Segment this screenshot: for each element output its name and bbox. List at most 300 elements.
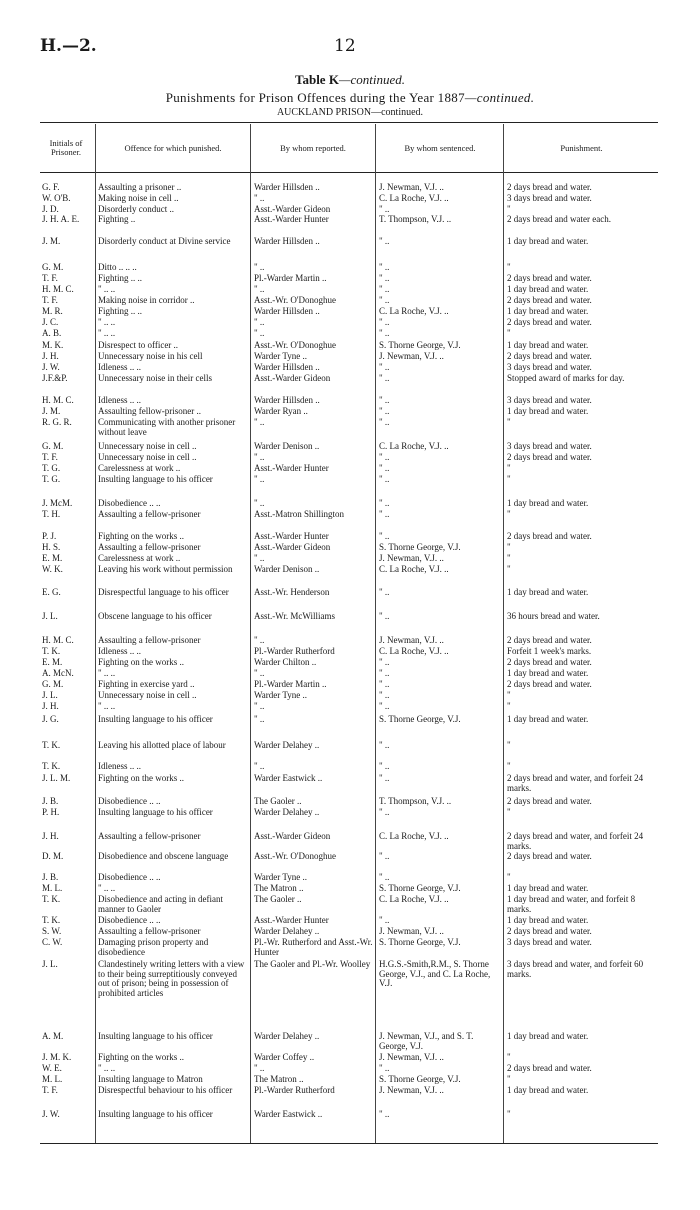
- cell-reported: Warder Delahey ..: [254, 741, 320, 750]
- cell-initials: T. F.: [42, 296, 58, 305]
- cell-reported: " ..: [254, 715, 265, 724]
- cell-punishment: 1 day bread and water.: [507, 669, 589, 678]
- cell-punishment: ": [507, 565, 511, 574]
- cell-offence: Assaulting a prisoner ..: [98, 183, 182, 192]
- cell-initials: H. M. C.: [42, 285, 74, 294]
- cell-offence: Carelessness at work ..: [98, 464, 181, 473]
- cell-sentenced: " ..: [379, 916, 390, 925]
- cell-reported: Warder Coffey ..: [254, 1053, 315, 1062]
- cell-punishment: 2 days bread and water.: [507, 183, 592, 192]
- cell-punishment: ": [507, 263, 511, 272]
- cell-offence: Idleness .. ..: [98, 647, 141, 656]
- cell-initials: P. H.: [42, 808, 60, 817]
- cell-reported: Asst.-Wr. O'Donoghue: [254, 852, 337, 861]
- cell-offence: Disobedience .. ..: [98, 873, 161, 882]
- cell-initials: H. M. C.: [42, 396, 74, 405]
- cell-punishment: 2 days bread and water.: [507, 296, 592, 305]
- cell-punishment: ": [507, 762, 511, 771]
- cell-offence: " .. ..: [98, 329, 116, 338]
- cell-offence: Fighting .. ..: [98, 274, 143, 283]
- cell-reported: Warder Denison ..: [254, 565, 320, 574]
- cell-offence: Assaulting a fellow-prisoner: [98, 543, 201, 552]
- column-header-punishment: Punishment.: [560, 142, 603, 153]
- cell-punishment: 1 day bread and water.: [507, 285, 589, 294]
- cell-sentenced: J. Newman, V.J. ..: [379, 927, 444, 936]
- cell-punishment: 3 days bread and water.: [507, 938, 592, 947]
- cell-initials: M. K.: [42, 341, 64, 350]
- cell-reported: Pl.-Warder Martin ..: [254, 274, 327, 283]
- cell-offence: Disobedience and obscene language: [98, 852, 229, 861]
- column-header-reported: By whom reported.: [280, 142, 346, 153]
- cell-offence: Fighting in exercise yard ..: [98, 680, 195, 689]
- cell-punishment: ": [507, 702, 511, 711]
- cell-sentenced: S. Thorne George, V.J.: [379, 341, 461, 350]
- cell-reported: " ..: [254, 636, 265, 645]
- cell-offence: Leaving his work without permission: [98, 565, 233, 574]
- table-subtitle: Punishments for Prison Offences during the Year 1887—continued.: [165, 90, 535, 105]
- prison-name: AUCKLAND PRISON—continued.: [276, 107, 424, 118]
- cell-reported: Warder Hillsden ..: [254, 307, 320, 316]
- cell-punishment: 1 day bread and water.: [507, 884, 589, 893]
- cell-reported: " ..: [254, 263, 265, 272]
- cell-punishment: ": [507, 418, 511, 427]
- cell-offence: Making noise in corridor ..: [98, 296, 195, 305]
- cell-sentenced: H.G.S.-Smith,R.M., S. Thorne George, V.J., and C. La Roche, V.J.: [379, 960, 491, 989]
- cell-offence: Fighting on the works ..: [98, 774, 185, 783]
- cell-reported: " ..: [254, 418, 265, 427]
- cell-initials: H. M. C.: [42, 636, 74, 645]
- cell-offence: Fighting .. ..: [98, 307, 143, 316]
- cell-punishment: 1 day bread and water.: [507, 237, 589, 246]
- cell-reported: " ..: [254, 453, 265, 462]
- cell-offence: Insulting language to his officer: [98, 808, 213, 817]
- cell-initials: W. O'B.: [42, 194, 71, 203]
- cell-offence: Disorderly conduct ..: [98, 205, 174, 214]
- cell-sentenced: " ..: [379, 499, 390, 508]
- cell-offence: Unnecessary noise in cell ..: [98, 442, 197, 451]
- cell-offence: Assaulting a fellow-prisoner: [98, 510, 201, 519]
- cell-punishment: 3 days bread and water, and forfeit 60 marks.: [507, 960, 644, 979]
- cell-reported: " ..: [254, 475, 265, 484]
- cell-initials: J. G.: [42, 715, 59, 724]
- cell-offence: Communicating with another prisoner without leave: [98, 418, 236, 437]
- cell-sentenced: " ..: [379, 774, 390, 783]
- cell-sentenced: " ..: [379, 588, 390, 597]
- cell-offence: Idleness .. ..: [98, 363, 141, 372]
- cell-offence: Fighting on the works ..: [98, 658, 185, 667]
- cell-punishment: 2 days bread and water.: [507, 658, 592, 667]
- cell-sentenced: " ..: [379, 296, 390, 305]
- cell-initials: T. G.: [42, 464, 61, 473]
- cell-initials: G. M.: [42, 680, 64, 689]
- cell-punishment: ": [507, 873, 511, 882]
- cell-offence: Disrespectful behaviour to his officer: [98, 1086, 233, 1095]
- cell-punishment: 2 days bread and water.: [507, 352, 592, 361]
- cell-initials: D. M.: [42, 852, 64, 861]
- cell-sentenced: " ..: [379, 274, 390, 283]
- cell-punishment: 1 day bread and water.: [507, 588, 589, 597]
- cell-initials: J. L.: [42, 612, 58, 621]
- cell-initials: W. E.: [42, 1064, 62, 1073]
- cell-sentenced: J. Newman, V.J. ..: [379, 183, 444, 192]
- cell-sentenced: " ..: [379, 475, 390, 484]
- cell-sentenced: " ..: [379, 669, 390, 678]
- cell-punishment: 1 day bread and water.: [507, 307, 589, 316]
- cell-sentenced: " ..: [379, 329, 390, 338]
- cell-offence: Clandestinely writing letters with a view to their being surreptitiously conveyed out of prison; being in possession of prohibited articles: [98, 960, 245, 998]
- cell-initials: G. M.: [42, 263, 64, 272]
- cell-reported: Asst.-Wr. O'Donoghue: [254, 296, 337, 305]
- cell-initials: J. W.: [42, 363, 60, 372]
- cell-offence: " .. ..: [98, 318, 116, 327]
- cell-offence: " .. ..: [98, 702, 116, 711]
- cell-initials: A. M.: [42, 1032, 64, 1041]
- cell-punishment: 1 day bread and water.: [507, 916, 589, 925]
- cell-initials: P. J.: [42, 532, 57, 541]
- cell-initials: T. K.: [42, 647, 61, 656]
- cell-sentenced: " ..: [379, 762, 390, 771]
- cell-sentenced: " ..: [379, 263, 390, 272]
- cell-reported: Warder Tyne ..: [254, 873, 307, 882]
- cell-reported: " ..: [254, 1064, 265, 1073]
- cell-punishment: ": [507, 741, 511, 750]
- cell-sentenced: C. La Roche, V.J. ..: [379, 442, 449, 451]
- cell-initials: T. K.: [42, 762, 61, 771]
- cell-initials: T. F.: [42, 453, 58, 462]
- cell-sentenced: " ..: [379, 363, 390, 372]
- cell-sentenced: " ..: [379, 407, 390, 416]
- cell-sentenced: " ..: [379, 453, 390, 462]
- cell-reported: Asst.-Warder Gideon: [254, 205, 331, 214]
- cell-initials: M. L.: [42, 884, 63, 893]
- cell-offence: " .. ..: [98, 1064, 116, 1073]
- cell-sentenced: S. Thorne George, V.J.: [379, 938, 461, 947]
- cell-initials: J. H.: [42, 832, 59, 841]
- table-header-rule: [40, 172, 658, 173]
- cell-punishment: 1 day bread and water.: [507, 407, 589, 416]
- cell-sentenced: S. Thorne George, V.J.: [379, 884, 461, 893]
- cell-initials: T. H.: [42, 510, 61, 519]
- cell-sentenced: J. Newman, V.J. ..: [379, 352, 444, 361]
- cell-sentenced: J. Newman, V.J. ..: [379, 1086, 444, 1095]
- cell-offence: Disrespect to officer ..: [98, 341, 179, 350]
- cell-reported: Warder Ryan ..: [254, 407, 308, 416]
- cell-initials: A. B.: [42, 329, 62, 338]
- cell-offence: Assaulting fellow-prisoner ..: [98, 407, 201, 416]
- cell-offence: Idleness .. ..: [98, 762, 141, 771]
- cell-punishment: ": [507, 808, 511, 817]
- cell-punishment: ": [507, 205, 511, 214]
- cell-offence: Disorderly conduct at Divine service: [98, 237, 231, 246]
- cell-offence: " .. ..: [98, 285, 116, 294]
- cell-offence: Disobedience .. ..: [98, 797, 161, 806]
- cell-sentenced: " ..: [379, 285, 390, 294]
- cell-offence: Unnecessary noise in his cell: [98, 352, 203, 361]
- cell-reported: Pl.-Wr. Rutherford and Asst.-Wr. Hunter: [254, 938, 373, 957]
- cell-initials: T. F.: [42, 274, 58, 283]
- cell-reported: " ..: [254, 285, 265, 294]
- cell-reported: Warder Denison ..: [254, 442, 320, 451]
- cell-initials: J. D.: [42, 205, 59, 214]
- cell-initials: J. B.: [42, 797, 59, 806]
- cell-reported: Pl.-Warder Rutherford: [254, 647, 335, 656]
- cell-reported: " ..: [254, 318, 265, 327]
- cell-punishment: ": [507, 1053, 511, 1062]
- cell-reported: Warder Hillsden ..: [254, 237, 320, 246]
- cell-sentenced: " ..: [379, 741, 390, 750]
- cell-sentenced: " ..: [379, 1110, 390, 1119]
- cell-reported: Warder Hillsden ..: [254, 183, 320, 192]
- cell-offence: Insulting language to his officer: [98, 1110, 213, 1119]
- cell-offence: Obscene language to his officer: [98, 612, 212, 621]
- cell-sentenced: J. Newman, V.J. ..: [379, 554, 444, 563]
- cell-offence: Assaulting a fellow-prisoner: [98, 636, 201, 645]
- cell-sentenced: C. La Roche, V.J. ..: [379, 307, 449, 316]
- column-divider: [95, 124, 96, 1143]
- cell-punishment: 2 days bread and water.: [507, 927, 592, 936]
- cell-reported: Warder Tyne ..: [254, 691, 307, 700]
- cell-sentenced: " ..: [379, 510, 390, 519]
- cell-offence: Leaving his allotted place of labour: [98, 741, 226, 750]
- cell-sentenced: " ..: [379, 205, 390, 214]
- cell-initials: M. L.: [42, 1075, 63, 1084]
- cell-offence: Disobedience and acting in defiant manner to Gaoler: [98, 895, 223, 914]
- cell-reported: Warder Hillsden ..: [254, 363, 320, 372]
- cell-offence: Assaulting a fellow-prisoner: [98, 927, 201, 936]
- cell-initials: E. G.: [42, 588, 61, 597]
- cell-initials: T. G.: [42, 475, 61, 484]
- cell-punishment: 2 days bread and water.: [507, 318, 592, 327]
- cell-punishment: 2 days bread and water, and forfeit 24 marks.: [507, 774, 644, 793]
- cell-punishment: 2 days bread and water.: [507, 453, 592, 462]
- cell-initials: E. M.: [42, 658, 63, 667]
- cell-initials: J. L. M.: [42, 774, 71, 783]
- cell-sentenced: " ..: [379, 658, 390, 667]
- cell-reported: Pl.-Warder Rutherford: [254, 1086, 335, 1095]
- cell-reported: Warder Tyne ..: [254, 352, 307, 361]
- cell-initials: J. L.: [42, 691, 58, 700]
- cell-punishment: ": [507, 691, 511, 700]
- cell-sentenced: C. La Roche, V.J. ..: [379, 647, 449, 656]
- cell-reported: Warder Eastwick ..: [254, 1110, 323, 1119]
- cell-punishment: 2 days bread and water.: [507, 797, 592, 806]
- cell-offence: Fighting ..: [98, 215, 136, 224]
- table-title: Table K—continued.: [294, 72, 406, 87]
- cell-initials: S. W.: [42, 927, 62, 936]
- cell-sentenced: S. Thorne George, V.J.: [379, 543, 461, 552]
- cell-offence: Carelessness at work ..: [98, 554, 181, 563]
- cell-sentenced: " ..: [379, 318, 390, 327]
- cell-offence: Insulting language to his officer: [98, 475, 213, 484]
- cell-punishment: 1 day bread and water.: [507, 341, 589, 350]
- cell-punishment: ": [507, 475, 511, 484]
- cell-punishment: Stopped award of marks for day.: [507, 374, 625, 383]
- cell-offence: Disobedience .. ..: [98, 499, 161, 508]
- cell-reported: The Matron ..: [254, 1075, 304, 1084]
- cell-reported: The Matron ..: [254, 884, 304, 893]
- cell-punishment: 2 days bread and water.: [507, 636, 592, 645]
- cell-reported: Warder Eastwick ..: [254, 774, 323, 783]
- cell-punishment: 3 days bread and water.: [507, 442, 592, 451]
- cell-offence: Unnecessary noise in their cells: [98, 374, 212, 383]
- cell-offence: " .. ..: [98, 884, 116, 893]
- cell-punishment: 1 day bread and water.: [507, 499, 589, 508]
- cell-reported: Warder Hillsden ..: [254, 396, 320, 405]
- cell-initials: J.F.&P.: [42, 374, 68, 383]
- cell-punishment: 3 days bread and water.: [507, 194, 592, 203]
- cell-reported: " ..: [254, 194, 265, 203]
- cell-initials: J. W.: [42, 1110, 60, 1119]
- cell-initials: J. L.: [42, 960, 58, 969]
- cell-reported: " ..: [254, 669, 265, 678]
- cell-punishment: 1 day bread and water.: [507, 1086, 589, 1095]
- cell-offence: Assaulting a fellow-prisoner: [98, 832, 201, 841]
- cell-reported: Asst.-Warder Gideon: [254, 543, 331, 552]
- cell-initials: M. R.: [42, 307, 63, 316]
- cell-reported: The Gaoler ..: [254, 797, 302, 806]
- column-divider: [375, 124, 376, 1143]
- cell-reported: Asst.-Wr. O'Donoghue: [254, 341, 337, 350]
- cell-sentenced: " ..: [379, 1064, 390, 1073]
- cell-punishment: 36 hours bread and water.: [507, 612, 600, 621]
- cell-punishment: 2 days bread and water.: [507, 532, 592, 541]
- document-code: H.—2.: [40, 36, 97, 56]
- cell-offence: Insulting language to his officer: [98, 1032, 213, 1041]
- cell-sentenced: S. Thorne George, V.J.: [379, 715, 461, 724]
- cell-punishment: 3 days bread and water.: [507, 396, 592, 405]
- cell-reported: " ..: [254, 702, 265, 711]
- cell-offence: Ditto .. .. ..: [98, 263, 137, 272]
- cell-offence: Fighting on the works ..: [98, 1053, 185, 1062]
- column-divider: [250, 124, 251, 1143]
- cell-sentenced: " ..: [379, 852, 390, 861]
- cell-sentenced: " ..: [379, 691, 390, 700]
- cell-reported: Asst.-Warder Hunter: [254, 215, 329, 224]
- cell-offence: Unnecessary noise in cell ..: [98, 691, 197, 700]
- cell-punishment: ": [507, 510, 511, 519]
- cell-offence: Fighting on the works ..: [98, 532, 185, 541]
- cell-reported: Warder Delahey ..: [254, 808, 320, 817]
- cell-sentenced: J. Newman, V.J. ..: [379, 1053, 444, 1062]
- cell-sentenced: " ..: [379, 396, 390, 405]
- cell-initials: R. G. R.: [42, 418, 72, 427]
- cell-sentenced: " ..: [379, 808, 390, 817]
- cell-initials: J. H.: [42, 352, 59, 361]
- cell-sentenced: C. La Roche, V.J. ..: [379, 565, 449, 574]
- cell-reported: Asst.-Wr. Henderson: [254, 588, 330, 597]
- cell-sentenced: " ..: [379, 612, 390, 621]
- cell-initials: C. W.: [42, 938, 63, 947]
- cell-initials: T. K.: [42, 895, 61, 904]
- cell-offence: Making noise in cell ..: [98, 194, 179, 203]
- cell-reported: Asst.-Wr. McWilliams: [254, 612, 336, 621]
- cell-sentenced: " ..: [379, 873, 390, 882]
- cell-initials: T. F.: [42, 1086, 58, 1095]
- cell-sentenced: T. Thompson, V.J. ..: [379, 215, 452, 224]
- column-header-offence: Offence for which punished.: [124, 142, 222, 153]
- cell-reported: Warder Delahey ..: [254, 1032, 320, 1041]
- page-number: 12: [334, 36, 356, 56]
- cell-punishment: ": [507, 543, 511, 552]
- cell-initials: H. S.: [42, 543, 61, 552]
- cell-initials: G. F.: [42, 183, 60, 192]
- cell-sentenced: " ..: [379, 532, 390, 541]
- cell-initials: J. C.: [42, 318, 59, 327]
- cell-punishment: 1 day bread and water.: [507, 715, 589, 724]
- table-top-rule: [40, 122, 658, 123]
- cell-initials: J. B.: [42, 873, 59, 882]
- cell-sentenced: " ..: [379, 418, 390, 427]
- cell-initials: T. K.: [42, 916, 61, 925]
- cell-reported: The Gaoler and Pl.-Wr. Woolley: [254, 960, 371, 969]
- cell-sentenced: " ..: [379, 237, 390, 246]
- cell-offence: Unnecessary noise in cell ..: [98, 453, 197, 462]
- cell-offence: Idleness .. ..: [98, 396, 141, 405]
- cell-offence: Insulting language to Matron: [98, 1075, 203, 1084]
- cell-punishment: 2 days bread and water, and forfeit 24 marks.: [507, 832, 644, 851]
- cell-offence: Disrespectful language to his officer: [98, 588, 229, 597]
- cell-punishment: ": [507, 554, 511, 563]
- cell-punishment: 1 day bread and water.: [507, 1032, 589, 1041]
- cell-punishment: ": [507, 464, 511, 473]
- cell-sentenced: J. Newman, V.J., and S. T. George, V.J.: [379, 1032, 474, 1051]
- cell-sentenced: " ..: [379, 464, 390, 473]
- cell-initials: J. M.: [42, 407, 61, 416]
- cell-reported: " ..: [254, 499, 265, 508]
- cell-sentenced: T. Thompson, V.J. ..: [379, 797, 452, 806]
- cell-initials: T. K.: [42, 741, 61, 750]
- cell-sentenced: C. La Roche, V.J. ..: [379, 895, 449, 904]
- cell-reported: The Gaoler ..: [254, 895, 302, 904]
- cell-sentenced: " ..: [379, 702, 390, 711]
- cell-reported: Asst.-Matron Shillington: [254, 510, 345, 519]
- table-bottom-rule: [40, 1143, 658, 1144]
- cell-sentenced: S. Thorne George, V.J.: [379, 1075, 461, 1084]
- cell-offence: Damaging prison property and disobedience: [98, 938, 209, 957]
- column-header-sentenced: By whom sentenced.: [404, 142, 476, 153]
- cell-reported: Warder Chilton ..: [254, 658, 317, 667]
- cell-reported: Asst.-Warder Hunter: [254, 532, 329, 541]
- cell-offence: Insulting language to his officer: [98, 715, 213, 724]
- cell-sentenced: J. Newman, V.J. ..: [379, 636, 444, 645]
- cell-initials: J. M. K.: [42, 1053, 72, 1062]
- cell-reported: Pl.-Warder Martin ..: [254, 680, 327, 689]
- cell-reported: Asst.-Warder Gideon: [254, 374, 331, 383]
- cell-initials: J. McM.: [42, 499, 73, 508]
- cell-punishment: 2 days bread and water.: [507, 852, 592, 861]
- cell-punishment: 2 days bread and water.: [507, 274, 592, 283]
- cell-initials: J. M.: [42, 237, 61, 246]
- column-divider: [503, 124, 504, 1143]
- cell-punishment: 1 day bread and water, and forfeit 8 marks.: [507, 895, 636, 914]
- cell-initials: E. M.: [42, 554, 63, 563]
- cell-punishment: 2 days bread and water each.: [507, 215, 611, 224]
- cell-initials: W. K.: [42, 565, 63, 574]
- cell-initials: J. H. A. E.: [42, 215, 80, 224]
- cell-reported: " ..: [254, 554, 265, 563]
- cell-initials: J. H.: [42, 702, 59, 711]
- cell-sentenced: " ..: [379, 374, 390, 383]
- cell-sentenced: C. La Roche, V.J. ..: [379, 832, 449, 841]
- cell-punishment: ": [507, 1110, 511, 1119]
- cell-sentenced: C. La Roche, V.J. ..: [379, 194, 449, 203]
- cell-punishment: Forfeit 1 week's marks.: [507, 647, 592, 656]
- cell-punishment: ": [507, 1075, 511, 1084]
- cell-offence: Disobedience .. ..: [98, 916, 161, 925]
- column-header-initials: Initials of Prisoner.: [49, 138, 83, 157]
- cell-punishment: 2 days bread and water.: [507, 1064, 592, 1073]
- cell-offence: " .. ..: [98, 669, 116, 678]
